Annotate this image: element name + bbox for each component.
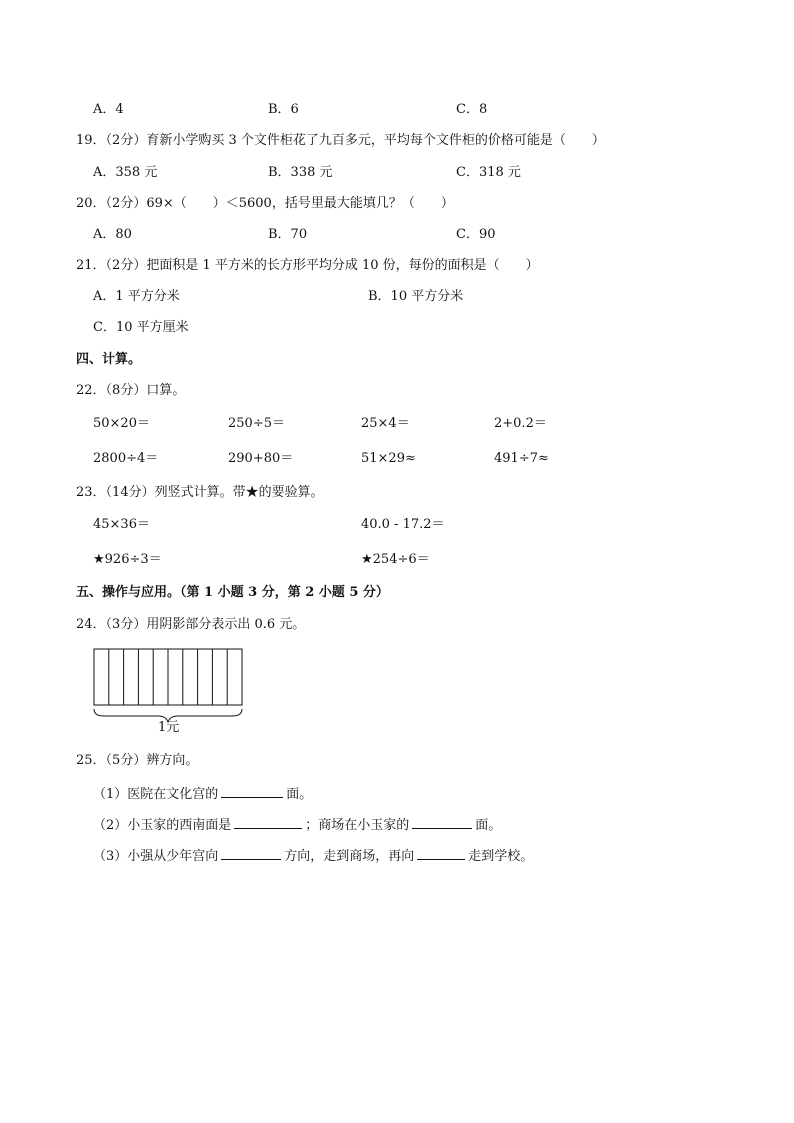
q21-option-b: B．10 平方分米	[368, 289, 464, 304]
q20-option-c: C．90	[456, 227, 496, 242]
q24-stem: 24．（3分）用阴影部分表示出 0.6 元。	[76, 617, 306, 632]
strip-dividers	[109, 649, 227, 705]
q20-stem: 20．（2分）69×（ ）＜5600，括号里最大能填几？（ ）	[76, 196, 454, 211]
q23-stem: 23．（14分）列竖式计算。带★的要验算。	[76, 485, 324, 500]
q22-item: 491÷7≈	[494, 451, 549, 466]
q25-stem: 25．（5分）辨方向。	[76, 753, 199, 768]
q22-item: 25×4＝	[361, 416, 410, 431]
q25-p1-text-b: 面。	[286, 787, 313, 802]
answer-blank[interactable]	[412, 816, 472, 829]
q22-item: 2+0.2＝	[494, 416, 547, 431]
q19-option-c: C．318 元	[456, 165, 521, 180]
q22-item: 50×20＝	[93, 416, 150, 431]
q21-option-a: A．1 平方分米	[93, 289, 180, 304]
answer-blank[interactable]	[417, 847, 465, 860]
q25-p2-text-a: （2）小玉家的西南面是	[93, 818, 232, 833]
answer-blank[interactable]	[221, 785, 283, 798]
q25-p2-text-b: ；商场在小玉家的	[305, 818, 410, 833]
answer-blank[interactable]	[234, 816, 302, 829]
q18-option-c: C．8	[456, 102, 488, 117]
q23-item: 45×36＝	[93, 517, 150, 532]
q19-stem: 19．（2分）育新小学购买 3 个文件柜花了九百多元，平均每个文件柜的价格可能是（ ）	[76, 133, 605, 148]
section5-title: 五、操作与应用。（第 1 小题 3 分，第 2 小题 5 分）	[76, 585, 389, 600]
q22-item: 51×29≈	[361, 451, 416, 466]
q18-option-b: B．6	[268, 102, 299, 117]
yuan-strip-figure	[90, 646, 248, 730]
q22-item: 250÷5＝	[228, 416, 285, 431]
q25-p2-text-c: 面。	[475, 818, 502, 833]
q18-option-a: A．4	[93, 102, 124, 117]
q23-item-verify: ★254÷6＝	[361, 552, 430, 567]
q23-item-verify: ★926÷3＝	[93, 552, 162, 567]
q25-part3	[93, 847, 533, 865]
q25-p3-text-a: （3）小强从少年宫向	[93, 849, 219, 864]
q25-p3-text-b: 方向，走到商场，再向	[284, 849, 415, 864]
answer-blank[interactable]	[221, 847, 281, 860]
q25-part2	[93, 816, 501, 834]
section4-title: 四、计算。	[76, 352, 142, 367]
q21-option-c: C．10 平方厘米	[93, 320, 189, 335]
q20-option-a: A．80	[93, 227, 132, 242]
q25-part1	[93, 785, 312, 803]
q19-option-a: A．358 元	[93, 165, 158, 180]
q22-item: 290+80＝	[228, 451, 294, 466]
q25-p3-text-c: 走到学校。	[468, 849, 534, 864]
q20-option-b: B．70	[268, 227, 308, 242]
q22-item: 2800÷4＝	[93, 451, 159, 466]
q23-item: 40.0 - 17.2＝	[361, 517, 445, 532]
q19-option-b: B．338 元	[268, 165, 333, 180]
q22-stem: 22．（8分）口算。	[76, 383, 186, 398]
q21-stem: 21．（2分）把面积是 1 平方米的长方形平均分成 10 份，每份的面积是（ ）	[76, 258, 539, 273]
q25-p1-text-a: （1）医院在文化宫的	[93, 787, 219, 802]
strip-label: 1元	[158, 720, 180, 735]
